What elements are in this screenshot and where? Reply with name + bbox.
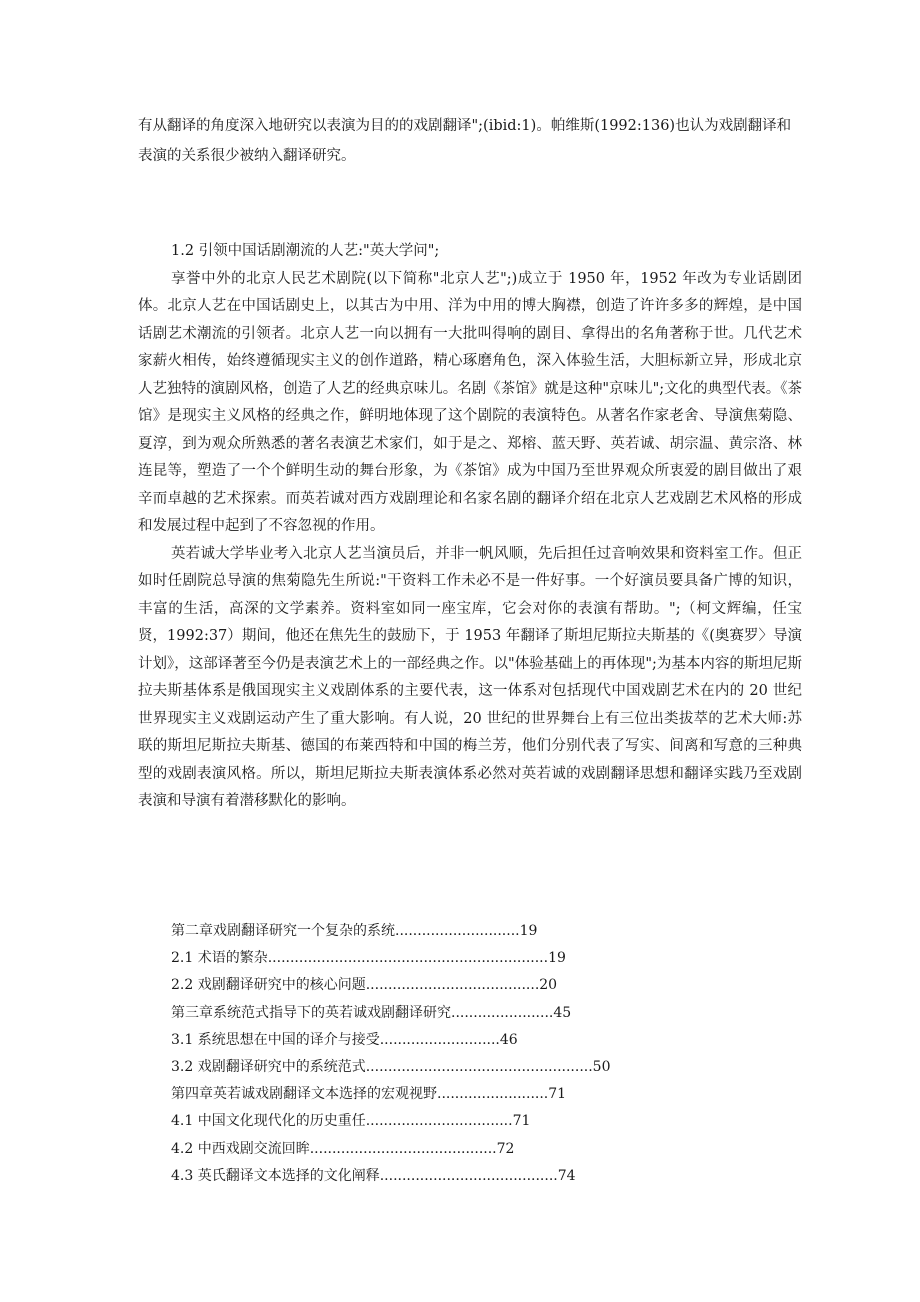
body-paragraph: 英若诚大学毕业考入北京人艺当演员后，并非一帆风顺，先后担任过音响效果和资料室工作。但正如时任剧院总导演的焦菊隐先生所说:"干资料工作未必不是一件好事。一个好演员要具备广博的知识，丰富的生活，高深的文学素养。资料室如同一座宝库，它会对你的表演有帮助。";（柯文辉编，任宝贤，1992:37）期间，他还在焦先生的鼓励下，于 1953 年翻译了斯坦尼斯拉夫斯基的《(奥赛罗〉导演计划》，这部译著至今仍是表演艺术上的一部经典之作。以"体验基础上的再体现";为基本内容的斯坦尼斯拉夫斯基体系是俄国现实主义戏剧体系的主要代表，这一体系对包括现代中国戏剧艺术在内的 20 世纪世界现实主义戏剧运动产生了重大影响。有人说，20 世纪的世界舞台上有三位出类拔萃的艺术大师:苏联的斯坦尼斯拉夫斯基、德国的布莱西特和中国的梅兰芳，他们分别代表了写实、间离和写意的三种典型的戏剧表演风格。所以，斯坦尼斯拉夫斯表演体系必然对英若诚的戏剧翻译思想和翻译实践乃至戏剧表演和导演有着潜移默化的影响。 — [138, 545, 802, 809]
toc-entry: 3.2 戏剧翻译研究中的系统范式...................................................50 — [171, 1059, 611, 1076]
toc-entry: 2.1 术语的繁杂...............................................................19 — [171, 950, 566, 967]
toc-entry: 3.1 系统思想在中国的译介与接受...........................46 — [171, 1031, 518, 1048]
toc-entry: 2.2 戏剧翻译研究中的核心问题.......................................20 — [171, 977, 558, 994]
toc-entry: 第三章系统范式指导下的英若诚戏剧翻译研究.......................45 — [171, 1004, 572, 1021]
toc-entry: 4.2 中西戏剧交流回眸..........................................72 — [171, 1140, 515, 1157]
toc-entry: 第二章戏剧翻译研究一个复杂的系统............................19 — [171, 923, 538, 939]
toc-entry: 4.3 英氏翻译文本选择的文化阐释........................................74 — [171, 1167, 576, 1184]
body-paragraph: 享誉中外的北京人民艺术剧院(以下简称"北京人艺";)成立于 1950 年，1952 年改为专业话剧团体。北京人艺在中国话剧史上，以其古为中用、洋为中用的博大胸襟，创造了许许多多的辉煌，是中国话剧艺术潮流的引领者。北京人艺一向以拥有一大批叫得响的剧目、拿得出的名角著称于世。几代艺术家薪火相传，始终遵循现实主义的创作道路，精心琢磨角色，深入体验生活，大胆标新立异，形成北京人艺独特的演剧风格，创造了人艺的经典京味儿。名剧《茶馆》就是这种"京味儿";文化的典型代表。《茶馆》是现实主义风格的经典之作，鲜明地体现了这个剧院的表演特色。从著名作家老舍、导演焦菊隐、夏淳，到为观众所熟悉的著名表演艺术家们，如于是之、郑榕、蓝天野、英若诚、胡宗温、黄宗洛、林连昆等，塑造了一个个鲜明生动的舞台形象，为《茶馆》成为中国乃至世界观众所衷爱的剧目做出了艰辛而卓越的艺术探索。而英若诚对西方戏剧理论和名家名剧的翻译介绍在北京人艺戏剧艺术风格的形成和发展过程中起到了不容忽视的作用。 — [138, 270, 802, 534]
table-of-contents — [171, 918, 811, 1190]
section-heading: 1.2 引领中国话剧潮流的人艺:"英大学问"; — [171, 243, 440, 259]
toc-entry: 4.1 中国文化现代化的历史重任.................................71 — [171, 1113, 531, 1130]
intro-paragraph: 有从翻译的角度深入地研究以表演为目的的戏剧翻译";(ibid:1)。帕维斯(1992:136)也认为戏剧翻译和表演的关系很少被纳入翻译研究。 — [138, 118, 792, 164]
toc-entry: 第四章英若诚戏剧翻译文本选择的宏观视野.........................71 — [171, 1086, 567, 1103]
section-1-2 — [138, 238, 802, 816]
